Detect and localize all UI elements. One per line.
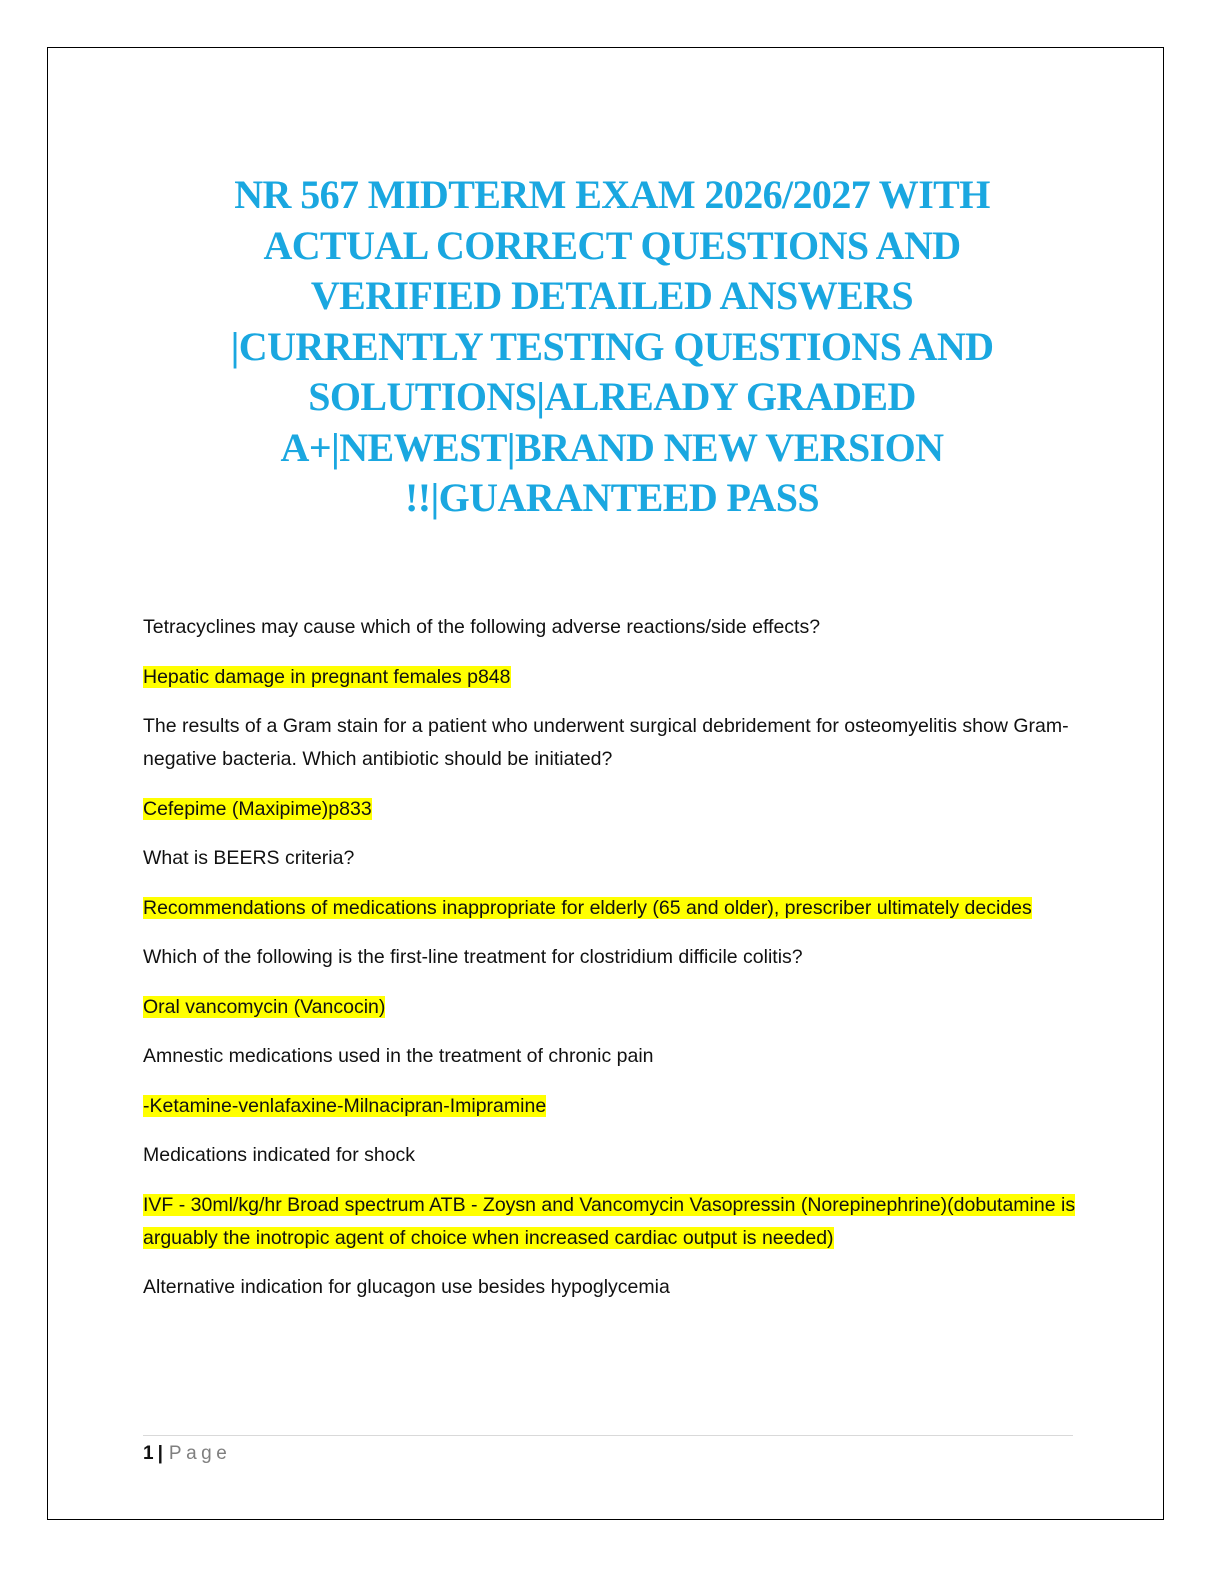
question-text-span: The results of a Gram stain for a patient who underwent surgical debridement for osteomyelitis show Gram-negative bacteria. Which antibiotic should be initiated? [143,715,1069,770]
question-text [143,1271,1078,1304]
answer-text [143,661,1078,694]
answer-highlight: Oral vancomycin (Vancocin) [143,995,386,1018]
footer-divider [143,1435,1073,1436]
answer-text [143,1189,1078,1255]
title-line: VERIFIED DETAILED ANSWERS [310,273,914,318]
question-text-span: Alternative indication for glucagon use besides hypoglycemia [143,1276,670,1298]
question-text [143,1040,1078,1073]
question-text [143,710,1078,776]
question-text [143,842,1078,875]
title-line: |CURRENTLY TESTING QUESTIONS AND [230,323,994,369]
answer-text [143,991,1078,1024]
question-text [143,1139,1078,1172]
footer-separator: | [157,1443,163,1464]
question-text-span: Which of the following is the first-line treatment for clostridium difficile colitis? [143,946,803,968]
answer-text [143,892,1078,925]
title-line: !!|GUARANTEED PASS [405,475,819,520]
answer-highlight: Hepatic damage in pregnant females p848 [143,665,511,688]
title-line: ACTUAL CORRECT QUESTIONS AND [263,222,961,268]
page-label: Page [168,1443,232,1464]
answer-text [143,793,1078,826]
question-text-span: Amnestic medications used in the treatment of chronic pain [143,1045,654,1067]
page-footer [143,1441,231,1467]
question-text [143,611,1078,644]
answer-highlight: Cefepime (Maxipime)p833 [143,797,372,820]
question-text [143,941,1078,974]
document-title [120,170,1104,524]
title-line: SOLUTIONS|ALREADY GRADED [308,374,916,419]
answer-highlight: -Ketamine-venlafaxine-Milnacipran-Imipramine [143,1094,547,1117]
page-number: 1 [143,1443,154,1464]
title-line: A+|NEWEST|BRAND NEW VERSION [280,424,944,470]
question-text-span: Medications indicated for shock [143,1144,416,1166]
question-text-span: What is BEERS criteria? [143,847,355,869]
answer-highlight: IVF - 30ml/kg/hr Broad spectrum ATB - Zoysn and Vancomycin Vasopressin (Norepinephrine)(dobutamine is arguably the inotropic agent of choice when increased cardiac output is needed) [143,1193,1076,1249]
answer-highlight: Recommendations of medications inappropriate for elderly (65 and older), prescriber ultimately decides [143,896,1032,919]
answer-text [143,1090,1078,1123]
question-text-span: Tetracyclines may cause which of the following adverse reactions/side effects? [143,616,821,638]
qa-content [143,611,1078,1321]
title-line: NR 567 MIDTERM EXAM 2026/2027 WITH [234,172,990,217]
